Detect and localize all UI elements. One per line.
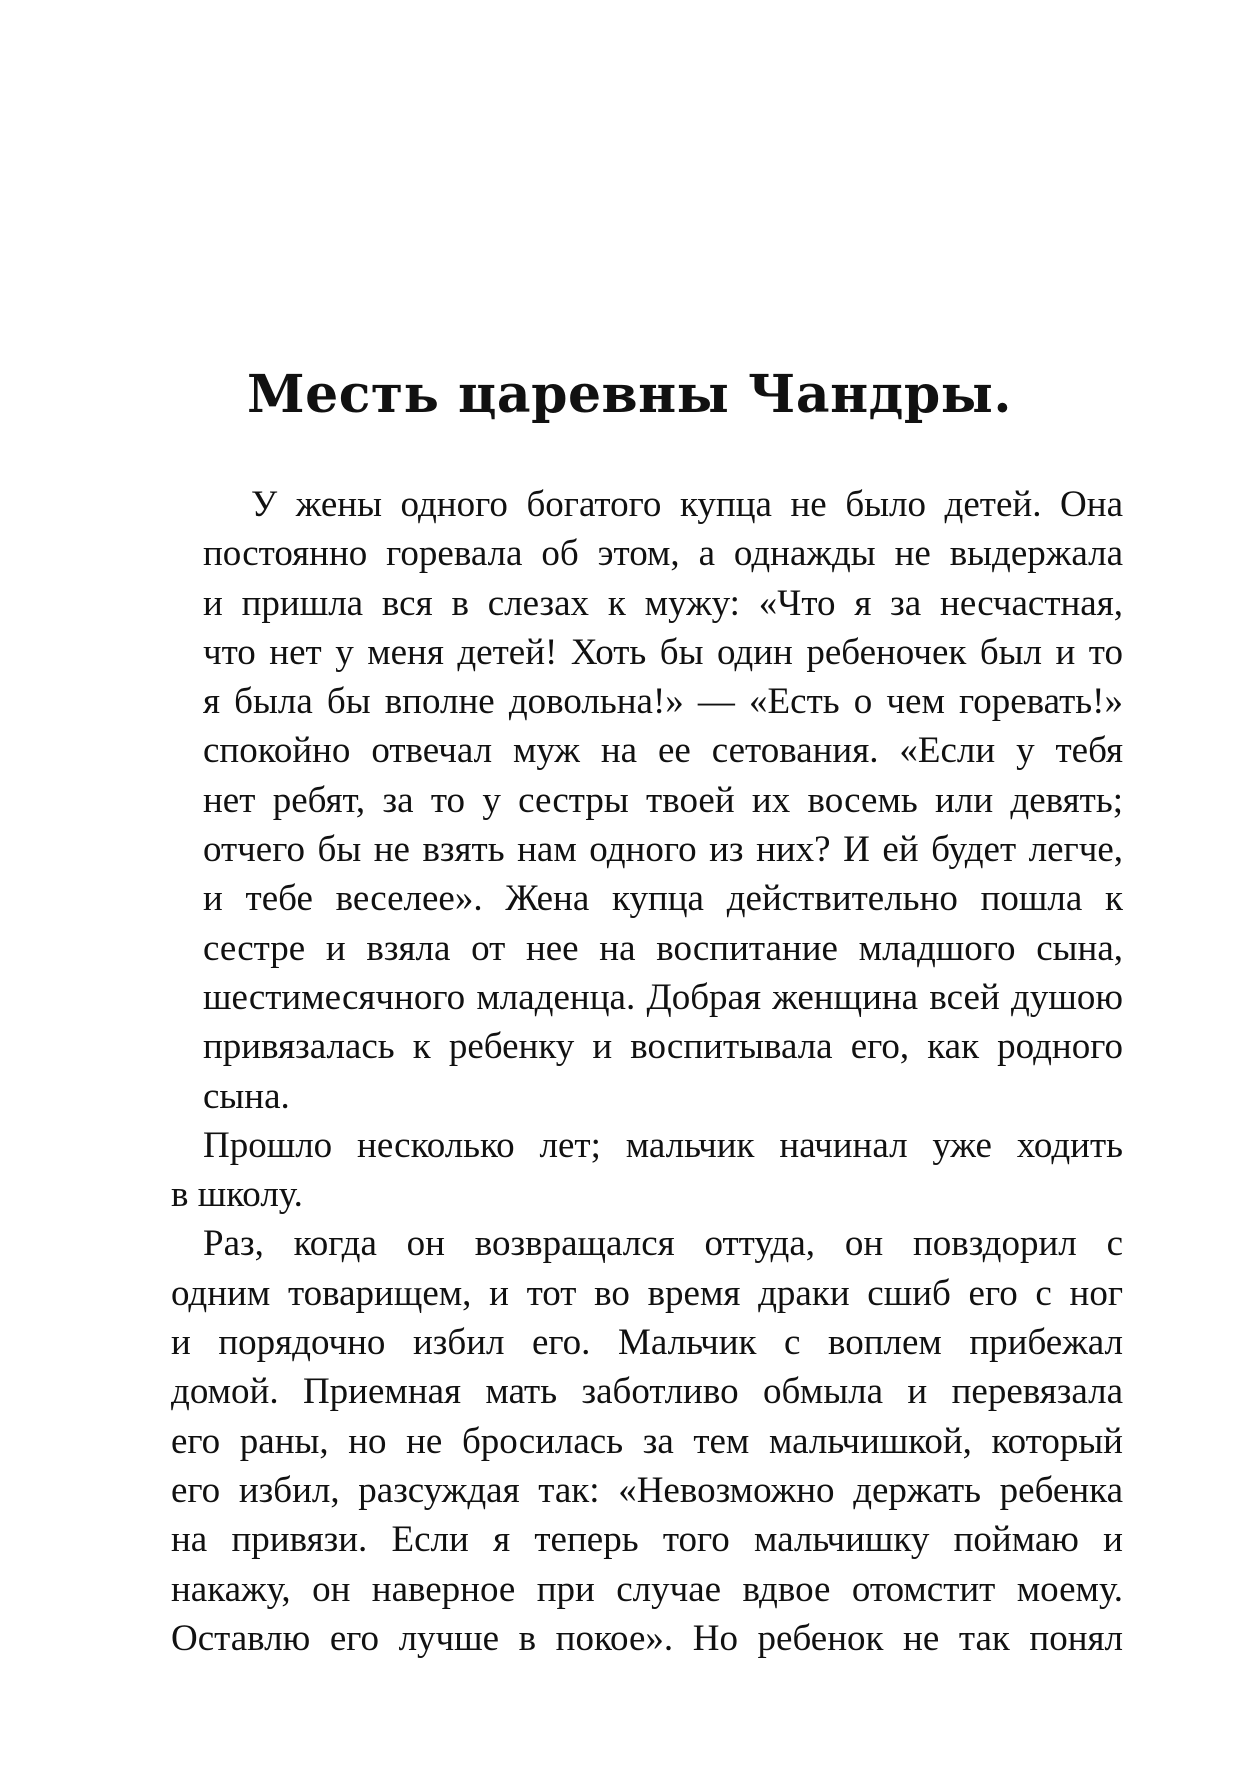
text-line: и пришла вся в слезах к мужу: «Что я за несчастная,	[203, 582, 1123, 624]
text-line: сына.	[203, 1075, 290, 1117]
text-line: У жены одного богатого купца не было детей. Она	[251, 484, 1123, 525]
text-line: привязалась к ребенку и воспитывала его, как родного	[203, 1026, 1123, 1068]
text-line: на привязи. Если я теперь того мальчишку поймаю и	[171, 1519, 1123, 1561]
chapter-title: Месть царевны Чандры.	[247, 364, 1012, 425]
text-line: спокойно отвечал муж на ее сетования. «Если у тебя	[203, 730, 1123, 772]
text-line: и порядочно избил его. Мальчик с воплем прибежал	[171, 1322, 1123, 1364]
text-line: я была бы вполне довольна!» — «Есть о чем горевать!»	[203, 681, 1123, 723]
text-line: домой. Приемная мать заботливо обмыла и перевязала	[171, 1371, 1123, 1413]
text-line: Оставлю его лучше в покое». Но ребенок не так понял	[171, 1617, 1123, 1659]
text-line: нет ребят, за то у сестры твоей их восемь или девять;	[203, 779, 1123, 821]
text-line: его раны, но не бросилась за тем мальчишкой, который	[171, 1420, 1123, 1462]
text-line: Прошло несколько лет; мальчик начинал уже ходить	[203, 1124, 1123, 1166]
text-line: сестре и взяла от нее на воспитание младшого сына,	[203, 927, 1123, 969]
text-line: одним товарищем, и тот во время драки сшиб его с ног	[171, 1272, 1123, 1314]
paragraph-3	[123, 1219, 1123, 1663]
paragraph-2	[123, 1121, 1123, 1220]
text-line: отчего бы не взять нам одного из них? И ей будет легче,	[203, 829, 1123, 871]
text-line: Раз, когда он возвращался оттуда, он повздорил с	[203, 1223, 1123, 1265]
text-line: его избил, разсуждая так: «Невозможно держать ребенка	[171, 1469, 1123, 1511]
text-line: в школу.	[171, 1174, 303, 1216]
body-text	[123, 480, 1123, 1663]
text-line: что нет у меня детей! Хоть бы один ребеночек был и то	[203, 631, 1123, 673]
text-line: накажу, он наверное при случае вдвое отомстит моему.	[171, 1568, 1123, 1610]
text-line: и тебе веселее». Жена купца действительно пошла к	[203, 878, 1123, 920]
text-line: постоянно горевала об этом, а однажды не выдержала	[203, 533, 1123, 575]
paragraph-1	[123, 480, 1123, 1121]
text-line: шестимесячного младенца. Добрая женщина всей душою	[203, 976, 1123, 1018]
